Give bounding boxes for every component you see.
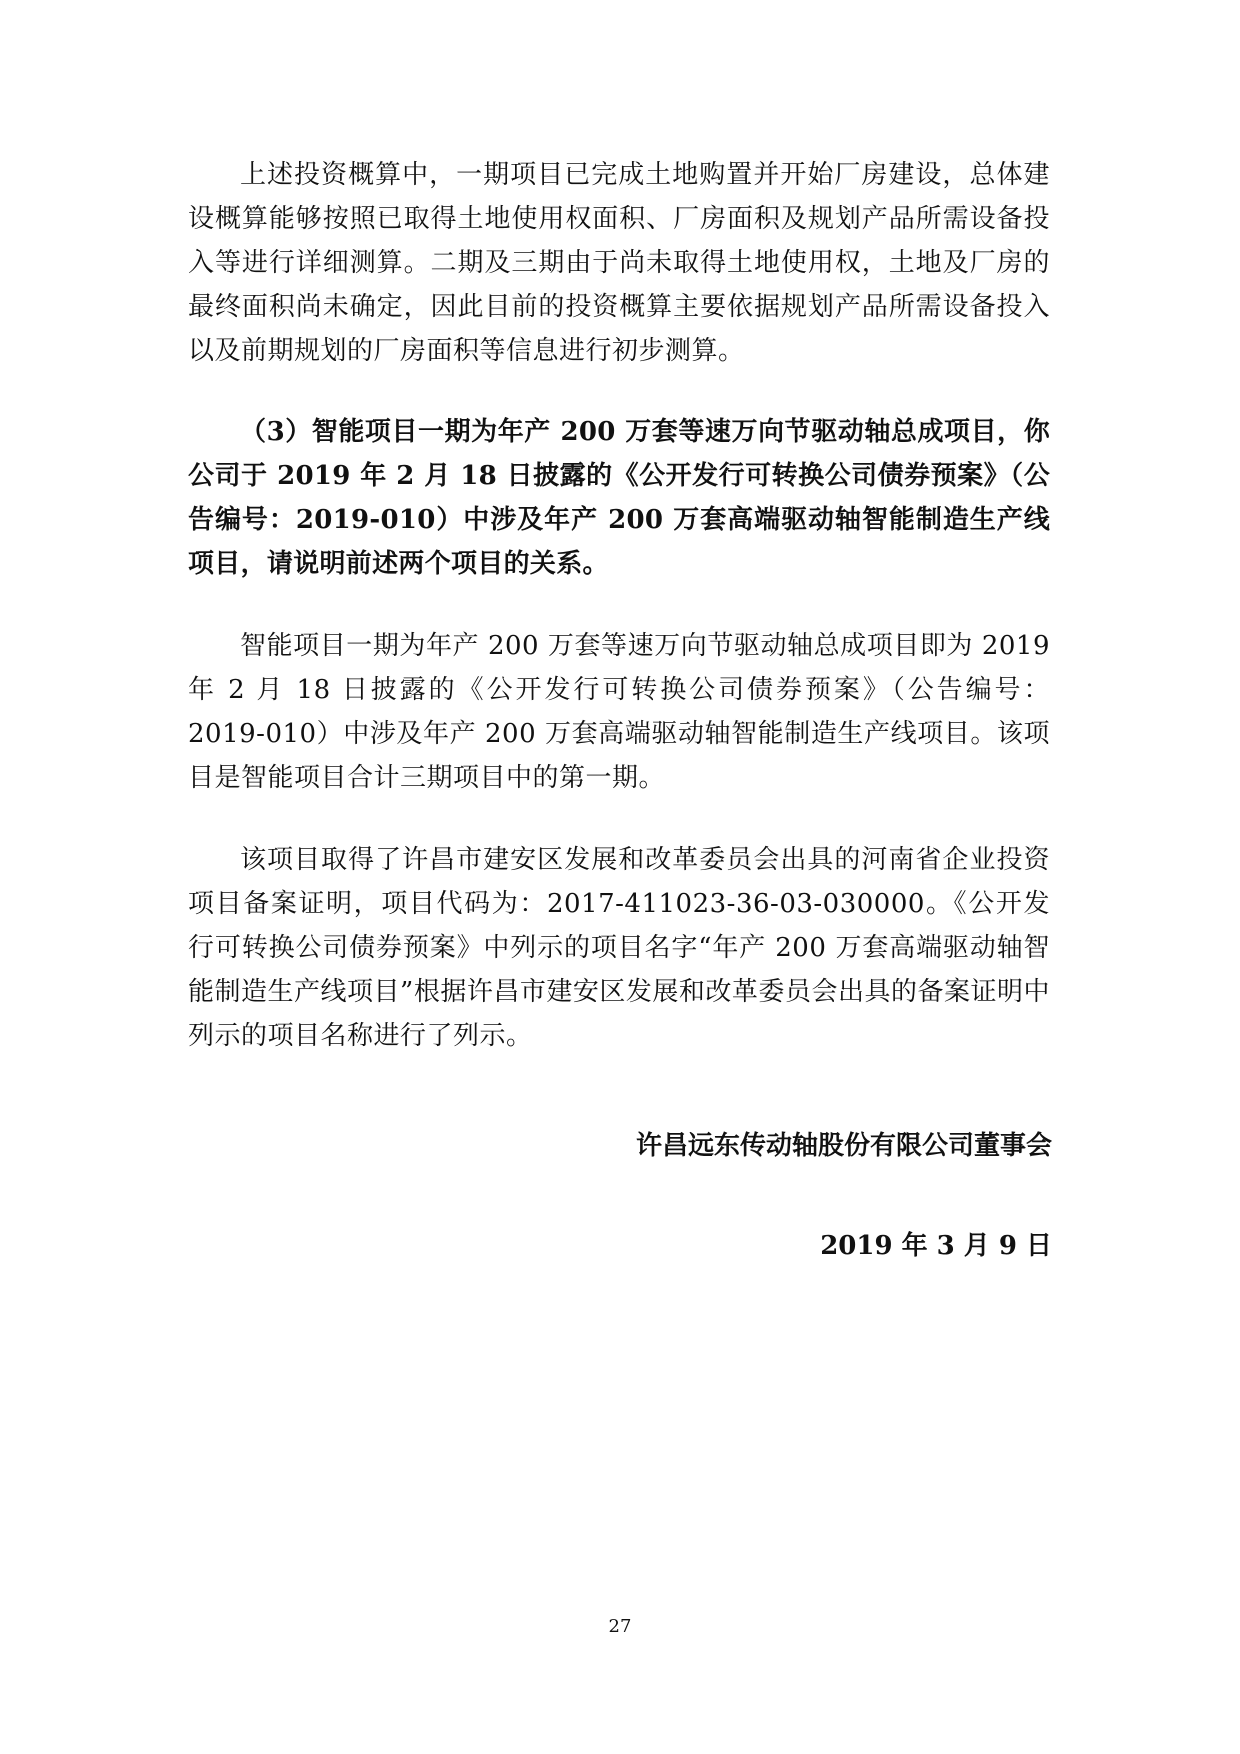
paragraph-question-3: （3）智能项目一期为年产 200 万套等速万向节驱动轴总成项目，你公司于 2019 年 2 月 18 日披露的《公开发行可转换公司债券预案》（公告编号：2019-010）中涉及年产 200 万套高端驱动轴智能制造生产线项目，请说明前述两个项目的关系。 <box>188 417 1050 579</box>
paragraph-investment-estimate: 上述投资概算中，一期项目已完成土地购置并开始厂房建设，总体建设概算能够按照已取得土地使用权面积、厂房面积及规划产品所需设备投入等进行详细测算。二期及三期由于尚未取得土地使用权，土地及厂房的最终面积尚未确定，因此目前的投资概算主要依据规划产品所需设备投入以及前期规划的厂房面积等信息进行初步测算。 <box>188 160 1050 366</box>
paragraph-filing-certificate: 该项目取得了许昌市建安区发展和改革委员会出具的河南省企业投资项目备案证明，项目代码为：2017-411023-36-03-030000。《公开发行可转换公司债券预案》中列示的项目名字“年产 200 万套高端驱动轴智能制造生产线项目”根据许昌市建安区发展和改革委员会出具的备案证明中列示的项目名称进行了列示。 <box>188 845 1050 1051</box>
signature-date: 2019 年 3 月 9 日 <box>820 1231 1052 1261</box>
paragraph-answer-relationship: 智能项目一期为年产 200 万套等速万向节驱动轴总成项目即为 2019 年 2 月 18 日披露的《公开发行可转换公司债券预案》（公告编号：2019-010）中涉及年产 200 万套高端驱动轴智能制造生产线项目。该项目是智能项目合计三期项目中的第一期。 <box>188 631 1050 793</box>
signature-company: 许昌远东传动轴股份有限公司董事会 <box>635 1131 1052 1161</box>
page-number: 27 <box>608 1616 632 1637</box>
